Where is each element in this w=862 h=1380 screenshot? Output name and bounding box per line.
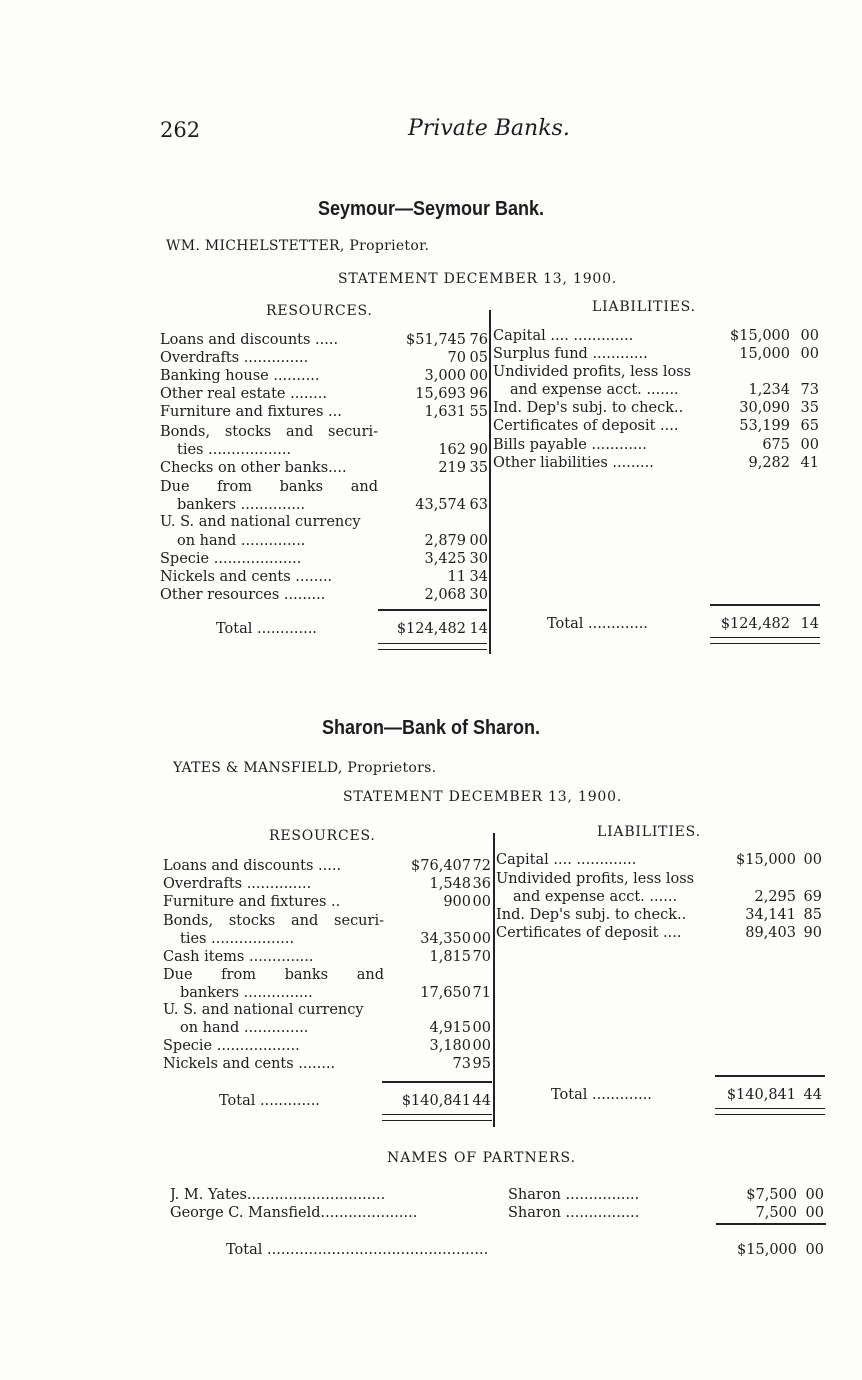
row-dollars: 900: [443, 894, 471, 910]
proprietor-line: YATES & MANSFIELD, Proprietors.: [173, 760, 437, 776]
row-dollars: 675: [762, 437, 790, 453]
row-label: Loans and discounts .....: [163, 858, 342, 874]
running-title: Private Banks.: [408, 116, 570, 141]
total-double-rule: [382, 1114, 492, 1121]
statement-date: STATEMENT DECEMBER 13, 1900.: [343, 789, 623, 805]
bank-title: Sharon—Bank of Sharon.: [321, 717, 541, 739]
row-label: Bills payable ............: [493, 437, 647, 453]
row-dollars: 30,090: [739, 400, 790, 416]
row-label: Specie ..................: [163, 1038, 300, 1054]
total-label: Total .............: [551, 1087, 652, 1103]
row-label: Undivided profits, less loss: [496, 871, 695, 887]
row-cents: 30: [469, 587, 488, 603]
row-cents: 63: [469, 497, 488, 513]
row-dollars: $15,000: [730, 328, 790, 344]
row-cents: 05: [469, 350, 488, 366]
liabilities-heading: LIABILITIES.: [597, 824, 701, 840]
row-label: Overdrafts ..............: [160, 350, 309, 366]
column-divider: [489, 310, 491, 654]
row-cents: 00: [472, 1020, 491, 1036]
row-label: Nickels and cents ........: [160, 569, 333, 585]
row-cents: 00: [469, 533, 488, 549]
row-label: Other real estate ........: [160, 386, 327, 402]
partners-heading: NAMES OF PARTNERS.: [387, 1150, 577, 1166]
row-cents: 00: [472, 931, 491, 947]
total-cents: 44: [472, 1093, 491, 1109]
row-label: Nickels and cents ........: [163, 1056, 336, 1072]
row-label: Due from banks and: [163, 967, 384, 983]
row-label: Certificates of deposit ....: [493, 418, 679, 434]
total-cents: 14: [469, 621, 488, 637]
row-cents: 73: [800, 382, 819, 398]
resources-heading: RESOURCES.: [266, 303, 373, 319]
row-dollars: 9,282: [748, 455, 790, 471]
row-dollars: 2,879: [424, 533, 466, 549]
row-dollars: $15,000: [736, 852, 796, 868]
row-cents: 41: [800, 455, 819, 471]
partner-place: Sharon ................: [508, 1205, 640, 1221]
row-dollars: 53,199: [739, 418, 790, 434]
row-cents: 72: [472, 858, 491, 874]
row-label: Other resources .........: [160, 587, 326, 603]
row-label: Due from banks and: [160, 479, 378, 495]
row-dollars: $76,407: [411, 858, 471, 874]
row-label: Capital .... .............: [496, 852, 637, 868]
subtotal-rule: [715, 1075, 825, 1077]
total-double-rule: [378, 643, 487, 650]
total-double-rule: [710, 637, 820, 644]
row-cents: 90: [803, 925, 822, 941]
total-label: Total .............: [547, 616, 648, 632]
row-cents: 00: [469, 368, 488, 384]
total-cents: 00: [805, 1242, 824, 1258]
partner-cents: 00: [805, 1205, 824, 1221]
row-dollars: 15,693: [415, 386, 466, 402]
row-dollars: 1,234: [748, 382, 790, 398]
row-dollars: 1,815: [429, 949, 471, 965]
row-label: Checks on other banks....: [160, 460, 347, 476]
row-dollars: 34,350: [420, 931, 471, 947]
row-label: Capital .... .............: [493, 328, 634, 344]
bank-title: Seymour—Seymour Bank.: [317, 198, 545, 220]
row-dollars: 3,000: [424, 368, 466, 384]
row-cents: 35: [800, 400, 819, 416]
row-dollars: 219: [438, 460, 466, 476]
partners-subtotal-rule: [716, 1223, 826, 1225]
total-double-rule: [715, 1108, 825, 1115]
row-label: Furniture and fixtures ..: [163, 894, 341, 910]
subtotal-rule: [378, 609, 487, 611]
partner-cents: 00: [805, 1187, 824, 1203]
row-label: bankers ..............: [177, 497, 306, 513]
row-dollars: 43,574: [415, 497, 466, 513]
total-label: Total .............: [216, 621, 317, 637]
row-dollars: 2,068: [424, 587, 466, 603]
partner-name: George C. Mansfield.....................: [170, 1205, 418, 1221]
total-dollars: $124,482: [396, 621, 466, 637]
row-dollars: 89,403: [745, 925, 796, 941]
row-label: U. S. and national currency: [160, 514, 361, 530]
row-label: Bonds, stocks and securi-: [160, 424, 378, 440]
row-dollars: 34,141: [745, 907, 796, 923]
page-number: 262: [160, 118, 201, 142]
row-cents: 85: [803, 907, 822, 923]
proprietor-line: WM. MICHELSTETTER, Proprietor.: [166, 238, 430, 254]
row-cents: 70: [472, 949, 491, 965]
row-cents: 65: [800, 418, 819, 434]
row-dollars: $51,745: [406, 332, 466, 348]
row-label: Banking house ..........: [160, 368, 320, 384]
row-dollars: 4,915: [429, 1020, 471, 1036]
row-label: Loans and discounts .....: [160, 332, 339, 348]
row-dollars: 3,180: [429, 1038, 471, 1054]
row-label: Surplus fund ............: [493, 346, 648, 362]
total-dollars: $124,482: [720, 616, 790, 632]
row-label: on hand ..............: [177, 533, 306, 549]
row-cents: 00: [800, 437, 819, 453]
row-cents: 36: [472, 876, 491, 892]
row-label: Cash items ..............: [163, 949, 314, 965]
row-label: Overdrafts ..............: [163, 876, 312, 892]
row-cents: 76: [469, 332, 488, 348]
total-label: Total .............: [219, 1093, 320, 1109]
row-label: and expense acct. ......: [513, 889, 678, 905]
row-label: Ind. Dep's subj. to check..: [496, 907, 687, 923]
partner-dollars: $7,500: [746, 1187, 797, 1203]
row-label: on hand ..............: [180, 1020, 309, 1036]
row-cents: 35: [469, 460, 488, 476]
row-dollars: 162: [438, 442, 466, 458]
subtotal-rule: [382, 1081, 492, 1083]
row-label: Furniture and fixtures ...: [160, 404, 342, 420]
row-cents: 71: [472, 985, 491, 1001]
row-cents: 00: [800, 328, 819, 344]
row-label: U. S. and national currency: [163, 1002, 364, 1018]
row-label: Specie ...................: [160, 551, 302, 567]
row-label: ties ..................: [180, 931, 295, 947]
row-cents: 00: [803, 852, 822, 868]
total-dollars: $140,841: [726, 1087, 796, 1103]
row-label: bankers ...............: [180, 985, 313, 1001]
row-label: Other liabilities .........: [493, 455, 654, 471]
partner-name: J. M. Yates..............................: [170, 1187, 386, 1203]
total-cents: 14: [800, 616, 819, 632]
row-cents: 00: [800, 346, 819, 362]
row-label: Certificates of deposit ....: [496, 925, 682, 941]
column-divider: [493, 833, 495, 1127]
row-dollars: 15,000: [739, 346, 790, 362]
row-dollars: 1,548: [429, 876, 471, 892]
row-label: Undivided profits, less loss: [493, 364, 692, 380]
row-dollars: 73: [452, 1056, 471, 1072]
row-dollars: 2,295: [754, 889, 796, 905]
total-dollars: $15,000: [737, 1242, 797, 1258]
statement-date: STATEMENT DECEMBER 13, 1900.: [338, 271, 618, 287]
row-label: ties ..................: [177, 442, 292, 458]
row-cents: 00: [472, 1038, 491, 1054]
partner-dollars: 7,500: [755, 1205, 797, 1221]
row-cents: 95: [472, 1056, 491, 1072]
subtotal-rule: [710, 604, 820, 606]
row-dollars: 17,650: [420, 985, 471, 1001]
row-cents: 69: [803, 889, 822, 905]
row-cents: 55: [469, 404, 488, 420]
total-label: Total ................................................: [226, 1242, 489, 1258]
liabilities-heading: LIABILITIES.: [592, 299, 696, 315]
partner-place: Sharon ................: [508, 1187, 640, 1203]
total-dollars: $140,841: [401, 1093, 471, 1109]
resources-heading: RESOURCES.: [269, 828, 376, 844]
row-label: Bonds, stocks and securi-: [163, 913, 384, 929]
row-cents: 34: [469, 569, 488, 585]
total-cents: 44: [803, 1087, 822, 1103]
row-dollars: 11: [447, 569, 466, 585]
row-cents: 90: [469, 442, 488, 458]
row-cents: 96: [469, 386, 488, 402]
row-cents: 00: [472, 894, 491, 910]
row-dollars: 70: [447, 350, 466, 366]
row-label: and expense acct. .......: [510, 382, 679, 398]
row-dollars: 3,425: [424, 551, 466, 567]
row-cents: 30: [469, 551, 488, 567]
row-label: Ind. Dep's subj. to check..: [493, 400, 684, 416]
row-dollars: 1,631: [424, 404, 466, 420]
